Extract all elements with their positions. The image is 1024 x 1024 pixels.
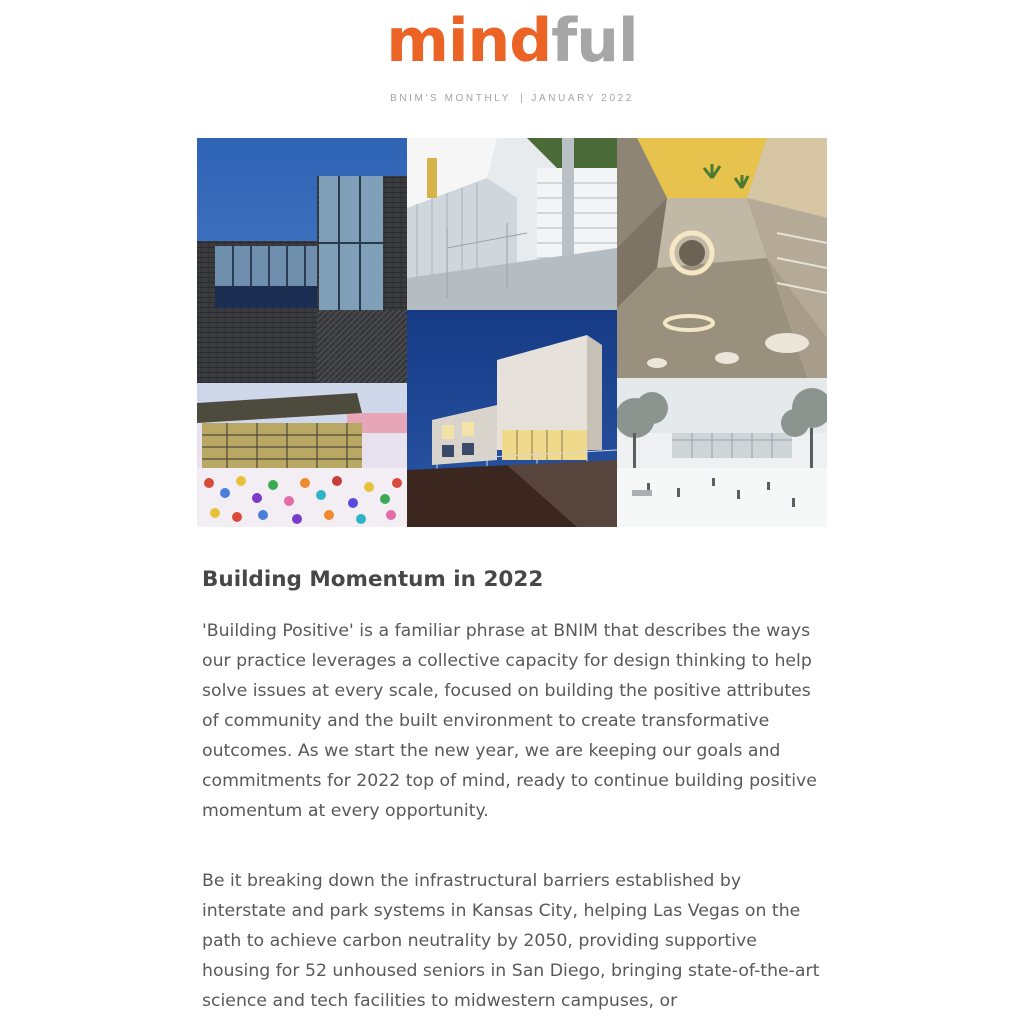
white-atrium-photo[interactable] bbox=[407, 138, 617, 310]
white-housing-night-photo[interactable] bbox=[407, 310, 617, 527]
article-paragraph-1: 'Building Positive' is a familiar phrase at BNIM that describes the ways our practice leverages a collective capacity for design thinking to help solve issues at every scale, focused on building the positive attributes of community and the built environment to create transformative outcomes. As we start the new year, we are keeping our goals and commitments for 2022 top of mind, ready to continue building positive momentum at every opportunity. bbox=[202, 621, 817, 821]
logo-ful-text: ful bbox=[551, 6, 638, 76]
mindful-logo[interactable] bbox=[0, 6, 1024, 76]
logo-mind-text: mind bbox=[386, 6, 552, 76]
brick-building-photo[interactable] bbox=[197, 138, 407, 383]
campus-plaza-rendering[interactable] bbox=[617, 378, 827, 527]
article-headline[interactable]: Building Momentum in 2022 bbox=[202, 567, 544, 592]
tagline-publication: BNIM'S MONTHLY bbox=[390, 93, 511, 104]
tagline-date: JANUARY 2022 bbox=[531, 93, 634, 104]
newsletter-tagline bbox=[0, 93, 1024, 104]
article-content bbox=[202, 563, 828, 1016]
tagline-separator: | bbox=[520, 93, 526, 104]
article-paragraph-2: Be it breaking down the infrastructural barriers established by interstate and park systems in Kansas City, helping Las Vegas on the path to achieve carbon neutrality by 2050, providing supportive housing for 52 unhoused seniors in San Diego, bringing state-of-the-art science and tech facilities to midwestern campuses, or bbox=[202, 871, 820, 1011]
concrete-atrium-photo[interactable] bbox=[617, 138, 827, 378]
stadium-sketch-illustration[interactable] bbox=[197, 383, 407, 527]
hero-collage[interactable] bbox=[197, 138, 827, 527]
